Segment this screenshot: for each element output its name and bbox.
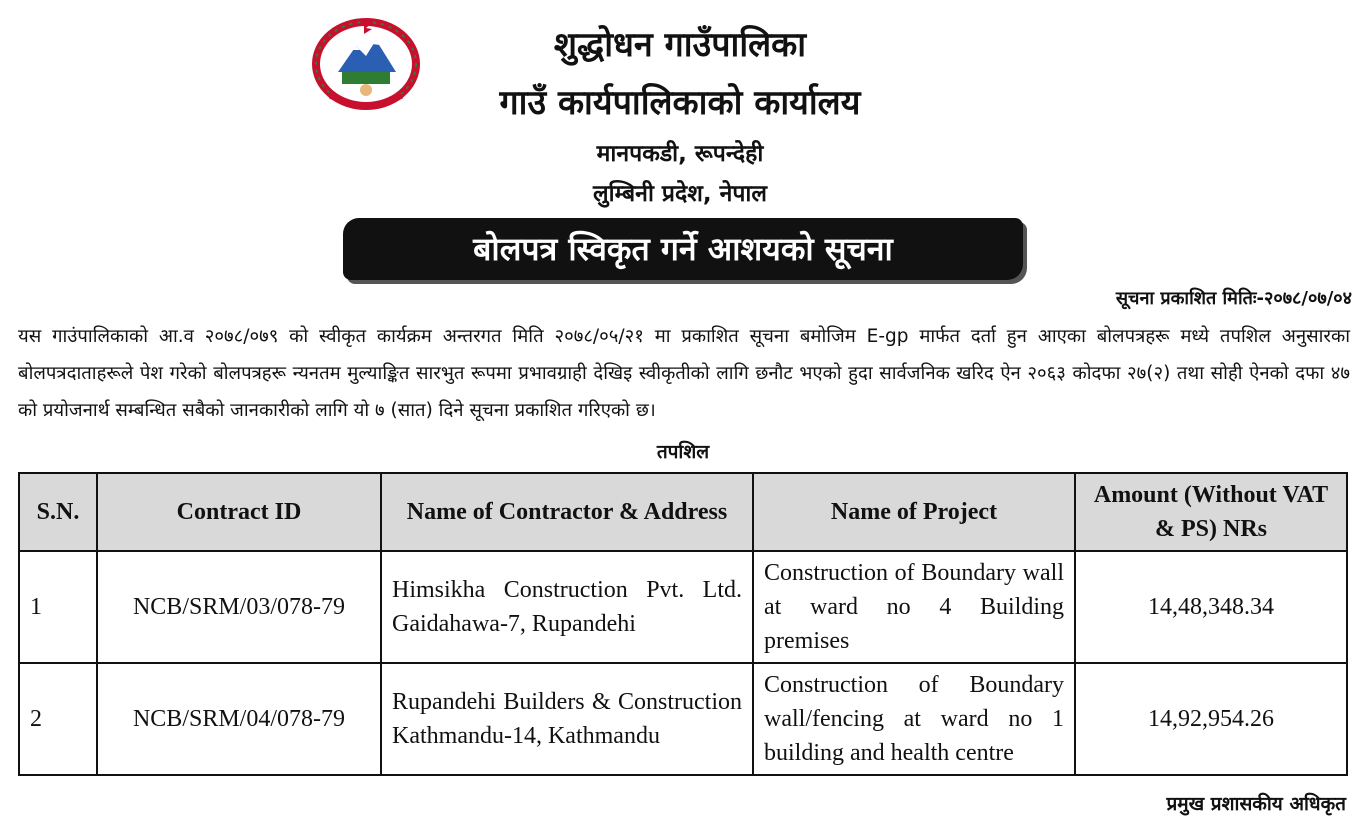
table-header-row [19, 473, 1347, 551]
cell-amount: 14,92,954.26 [1075, 663, 1347, 775]
office-province: लुम्बिनी प्रदेश, नेपाल [593, 181, 767, 207]
table-row [19, 551, 1347, 663]
header-sn: S.N. [19, 473, 97, 551]
cell-sn: 2 [19, 663, 97, 775]
cell-contract-id: NCB/SRM/03/078-79 [97, 551, 381, 663]
cell-sn: 1 [19, 551, 97, 663]
cell-contract-id: NCB/SRM/04/078-79 [97, 663, 381, 775]
notice-title-banner [343, 218, 1023, 280]
cell-contractor: Rupandehi Builders & Construction Kathmandu-14, Kathmandu [381, 663, 753, 775]
notice-body: यस गाउंपालिकाको आ.व २०७८/०७९ को स्वीकृत कार्यक्रम अन्तरगत मिति २०७८/०५/२१ मा प्रकाशित सूचना बमोजिम E-gp मार्फत दर्ता हुन आएका बोलपत्रहरू मध्ये तपशिल अनुसारका बोलपत्रदाताहरूले पेश गरेको बोलपत्रहरू न्यनतम मुल्याङ्कित सारभुत रूपमा प्रभावग्राही देखिइ स्वीकृतीको लागि छनौट भएको हुदा सार्वजनिक खरिद ऐन २०६३ कोदफा २७(२) तथा सोही ऐनको दफा ४७ को प्रयोजनार्थ सम्बन्धित सबैको जानकारीको लागि यो ७ (सात) दिने सूचना प्रकाशित गरिएको छ। [18, 326, 1350, 421]
cell-amount: 14,48,348.34 [1075, 551, 1347, 663]
header-contract-id: Contract ID [97, 473, 381, 551]
published-date: सूचना प्रकाशित मितिः-२०७८/०७/०४ [1115, 288, 1352, 309]
header-contractor: Name of Contractor & Address [381, 473, 753, 551]
cell-project: Construction of Boundary wall/fencing at ward no 1 building and health centre [753, 663, 1075, 775]
header-project: Name of Project [753, 473, 1075, 551]
contracts-table [18, 472, 1348, 776]
office-location: मानपकडी, रूपन्देही [596, 141, 764, 167]
cell-contractor: Himsikha Construction Pvt. Ltd. Gaidahawa-7, Rupandehi [381, 551, 753, 663]
org-name: शुद्धोधन गाउँपालिका [553, 25, 807, 65]
cell-project: Construction of Boundary wall at ward no 4 Building premises [753, 551, 1075, 663]
table-row [19, 663, 1347, 775]
signatory-title: प्रमुख प्रशासकीय अधिकृत [1166, 793, 1346, 815]
office-name: गाउँ कार्यपालिकाको कार्यालय [499, 83, 861, 123]
header-amount: Amount (Without VAT & PS) NRs [1075, 473, 1347, 551]
details-heading: तपशिल [656, 441, 710, 463]
notice-title: बोलपत्र स्विकृत गर्ने आशयको सूचना [473, 230, 893, 268]
